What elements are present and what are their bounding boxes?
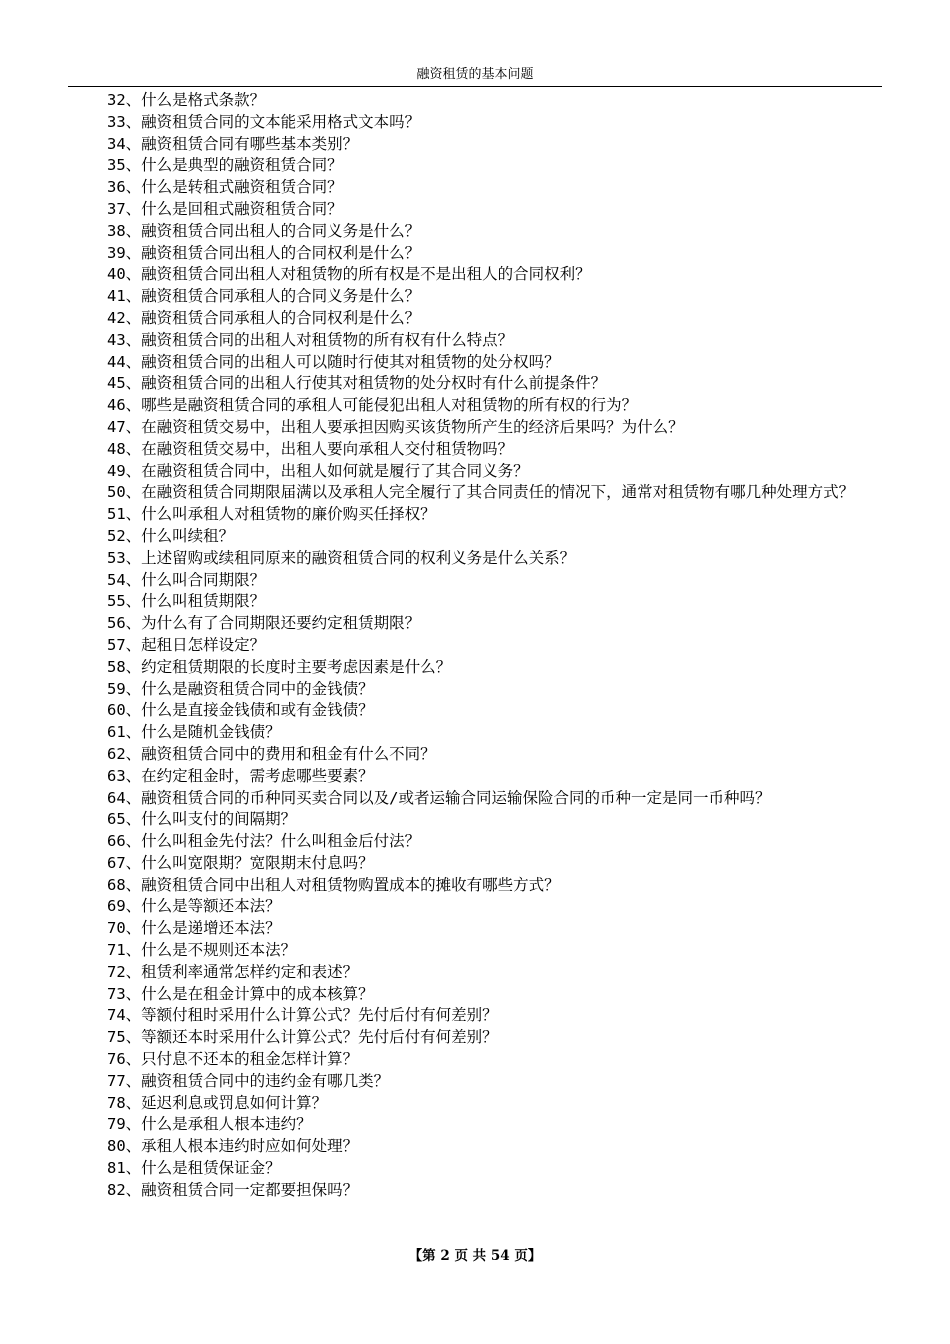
question-item: 76、只付息不还本的租金怎样计算？	[107, 1050, 359, 1069]
question-item: 80、承租人根本违约时应如何处理？	[107, 1137, 359, 1156]
question-item: 45、融资租赁合同的出租人行使其对租赁物的处分权时有什么前提条件？	[107, 374, 607, 393]
question-item: 69、什么是等额还本法？	[107, 897, 281, 916]
question-item: 51、什么叫承租人对租赁物的廉价购买任择权？	[107, 505, 436, 524]
question-item: 61、什么是随机金钱债？	[107, 723, 281, 742]
question-item: 58、约定租赁期限的长度时主要考虑因素是什么？	[107, 657, 452, 676]
page-header-title: 融资租赁的基本问题	[416, 67, 534, 82]
question-item: 54、什么叫合同期限？	[107, 570, 266, 589]
question-item: 73、什么是在租金计算中的成本核算？	[107, 984, 374, 1003]
question-item: 79、什么是承租人根本违约？	[107, 1115, 312, 1134]
question-list	[70, 90, 882, 1202]
question-item: 40、融资租赁合同出租人对租赁物的所有权是不是出租人的合同权利？	[107, 265, 591, 284]
question-item: 77、融资租赁合同中的违约金有哪几类？	[107, 1071, 390, 1090]
question-item: 60、什么是直接金钱债和或有金钱债？	[107, 701, 374, 720]
question-item: 62、融资租赁合同中的费用和租金有什么不同？	[107, 744, 436, 763]
question-item: 32、什么是格式条款？	[107, 91, 266, 109]
question-item: 68、融资租赁合同中出租人对租赁物购置成本的摊收有哪些方式？	[107, 875, 560, 894]
page-number-footer: 【第 2 页 共 54 页】	[408, 1248, 542, 1264]
question-item: 67、什么叫宽限期？宽限期末付息吗？	[107, 853, 374, 872]
question-item: 37、什么是回租式融资租赁合同？	[107, 199, 343, 218]
question-item: 65、什么叫支付的间隔期？	[107, 810, 297, 829]
question-item: 42、融资租赁合同承租人的合同权利是什么？	[107, 308, 421, 327]
question-item: 46、哪些是融资租赁合同的承租人可能侵犯出租人对租赁物的所有权的行为？	[107, 396, 638, 415]
question-item: 56、为什么有了合同期限还要约定租赁期限？	[107, 614, 421, 633]
question-item: 33、融资租赁合同的文本能采用格式文本吗？	[107, 112, 421, 131]
question-item: 50、在融资租赁合同期限届满以及承租人完全履行了其合同责任的情况下，通常对租赁物有哪几种处理方式？	[107, 483, 855, 502]
question-item: 66、什么叫租金先付法？什么叫租金后付法？	[107, 832, 421, 851]
question-item: 47、在融资租赁交易中，出租人要承担因购买该货物所产生的经济后果吗？为什么？	[107, 417, 684, 436]
question-item: 82、融资租赁合同一定都要担保吗？	[107, 1180, 359, 1199]
question-item: 39、融资租赁合同出租人的合同权利是什么？	[107, 243, 421, 262]
question-item: 36、什么是转租式融资租赁合同？	[107, 178, 343, 197]
question-item: 59、什么是融资租赁合同中的金钱债？	[107, 679, 374, 698]
question-item: 72、租赁利率通常怎样约定和表述？	[107, 962, 359, 981]
question-item: 48、在融资租赁交易中，出租人要向承租人交付租赁物吗？	[107, 439, 514, 458]
question-item: 78、延迟利息或罚息如何计算？	[107, 1093, 328, 1112]
question-item: 49、在融资租赁合同中，出租人如何就是履行了其合同义务？	[107, 461, 529, 480]
question-item: 41、融资租赁合同承租人的合同义务是什么？	[107, 287, 421, 306]
question-item: 44、融资租赁合同的出租人可以随时行使其对租赁物的处分权吗？	[107, 352, 560, 371]
question-item: 64、融资租赁合同的币种同买卖合同以及/或者运输合同运输保险合同的币种一定是同一币种吗？	[107, 788, 771, 807]
question-item: 34、融资租赁合同有哪些基本类别？	[107, 134, 359, 153]
header-divider	[68, 86, 882, 87]
question-item: 53、上述留购或续租同原来的融资租赁合同的权利义务是什么关系？	[107, 548, 576, 567]
question-item: 35、什么是典型的融资租赁合同？	[107, 156, 343, 175]
question-item: 57、起租日怎样设定？	[107, 635, 266, 654]
question-item: 71、什么是不规则还本法？	[107, 941, 297, 960]
question-item: 70、什么是递增还本法？	[107, 919, 281, 938]
question-item: 38、融资租赁合同出租人的合同义务是什么？	[107, 221, 421, 240]
question-item: 75、等额还本时采用什么计算公式？先付后付有何差别？	[107, 1028, 498, 1047]
question-item: 81、什么是租赁保证金？	[107, 1159, 281, 1178]
question-item: 63、在约定租金时，需考虑哪些要素？	[107, 766, 374, 785]
question-item: 74、等额付租时采用什么计算公式？先付后付有何差别？	[107, 1006, 498, 1025]
question-item: 43、融资租赁合同的出租人对租赁物的所有权有什么特点？	[107, 330, 514, 349]
question-item: 52、什么叫续租？	[107, 526, 235, 545]
question-item: 55、什么叫租赁期限？	[107, 592, 266, 611]
